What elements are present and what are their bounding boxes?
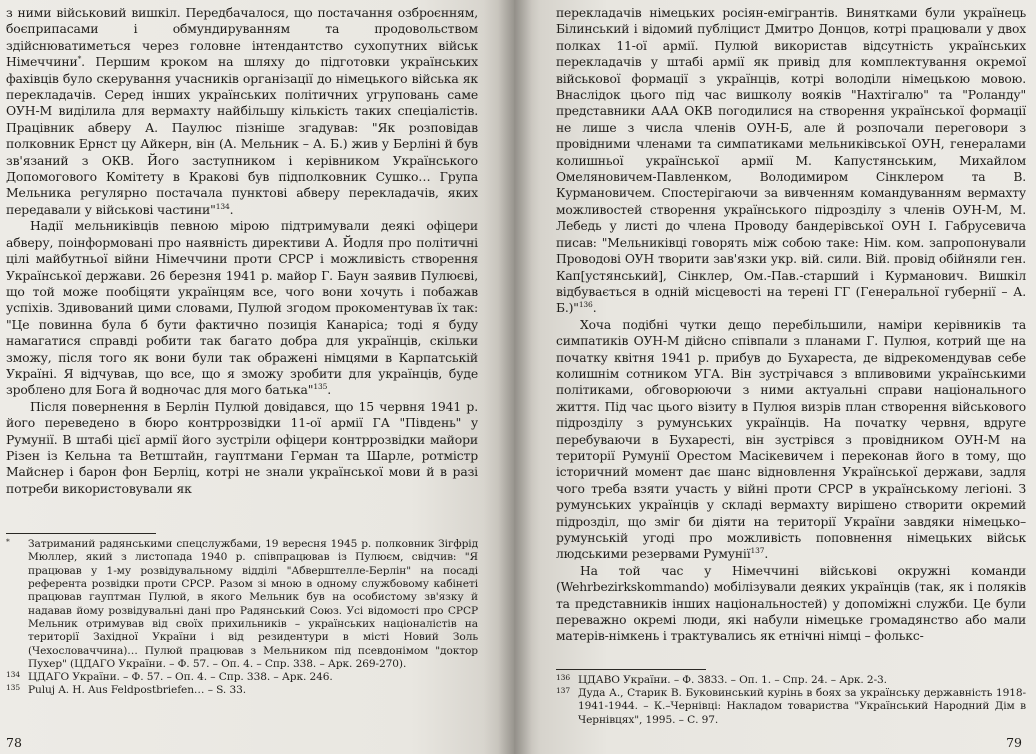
right-page — [514, 0, 1036, 754]
footnote: 135 Puluj A. H. Aus Feldpostbriefen… – S. 33. — [6, 683, 247, 697]
footnote: 137 Дуда А., Старик В. Буковинський курінь в боях за українську державність 1918-1941-1944. – К.–Чернівці: Накладом товариства "Український Народний Дім в Чернівцях", 1995. – С. 97. — [556, 686, 1026, 726]
right-footnotes — [556, 674, 1026, 727]
right-page-body — [556, 5, 1026, 645]
footnote: * Затриманий радянськими спецслужбами, 19 вересня 1945 р. полковник Зігфрід Мюллер, який з листопада 1940 р. співпрацював із Пулюєм, свідчив: "Я працював у 1-му розвідувальному відділі "Абверштелле-Берлін" на посаді референта розвідки проти СРСР. Разом зі мною в одному службовому кабінеті працював гауптман Пулюй, в якого Мельник був на особистому зв'язку й надавав йому розвідувальні дані про Радянський Союз. Усі відомості про СРСР Мельник отримував від своїх прихильників – українських націоналістів на території Західної України і від резидентури в місті Новий Золь (Чехословаччина)… Пулюй працював з Мельником під псевдонімом "доктор Пухер" (ЦДАГО України. – Ф. 57. – Оп. 4. – Спр. 338. – Арк. 269-270). — [6, 537, 478, 670]
left-footnotes — [6, 538, 478, 698]
footnote-ref: 135 — [313, 382, 328, 392]
footnote: 136 ЦДАВО України. – Ф. 3833. – Оп. 1. – Спр. 24. – Арк. 2-3. — [556, 672, 887, 686]
paragraph: з ними військовий вишкіл. Передбачалося, що постачання озброєнням, боєприпасами і обмундируванням та продовольством здійснюватиметься через головне інтендантство сухопутних військ Німеччини*. Першим кроком на шляху до підготовки українських фахівців було скерування учасників організації до німецького війська як перекладачів. Серед інших українських політичних угруповань саме ОУН-М виділила для вермахту найбільшу кількість таких спеціалістів. Працівник абверу А. Паулюс пізніше згадував: "Як розповідав полковник Ернст цу Айкерн, він (А. Мельник – А. Б.) жив у Берліні й був зв'язаний з ОКВ. Його заступником і керівником Українського Допомогового Комітету в Кракові був підполковник Сушко… Група Мельника регулярно постачала пунктові абверу перекладачів, яких передавали у військові частини"$^{134}$. — [6, 5, 478, 217]
paragraph: Хоча подібні чутки дещо перебільшили, наміри керівників та симпатиків ОУН-М дійсно співпали з планами Г. Пулюя, котрий ще на початку квітня 1941 р. прибув до Бухареста, де відрекомендував себе колишнім сотником УГА. Він зустрічався з впливовими українськими політиками, обговорюючи з ними актуальні справи національного життя. Під час цього візиту в Пулюя визрів план створення військового підрозділу з румунських українців. На початку червня, вдруге перебуваючи в Бухаресті, він зустрівся з провідником ОУН-М на території Румунії Орестом Масікевичем і переконав його в тому, що історичний момент дає шанс відновлення Української держави, задля чого треба взяти участь у війні проти СРСР в українському легіоні. З румунських українців у складі вермахту вирішено створити окремий підрозділ, що зміг би діяти на території України завдяки німецько–румунській угоді про можливість поповнення німецьких військ людськими резервами Румунії$^{137}$. — [556, 317, 1026, 562]
paragraph: Надії мельниківців певною мірою підтримували деякі офіцери абверу, поінформовані про наявність директиви А. Йодля про політичні цілі майбутньої війни Німеччини проти СРСР і можливість створення Української держави. 26 березня 1941 р. майор Г. Баун заявив Пулюєві, що той може пообіцяти українцям все, чого вони хочуть і побажав успіхів. Здивований цими словами, Пулюй згодом прокоментував їх так: "Це повинна була б бути фактично позиція Канаріса; тоді я буду намагатися справді робити так багато добра для українців, скільки зможу, після того як вони були так ображені німцями в Карпатській Україні. Я відчував, що все, що я зможу зробити для українців, буде зроблено для Бога й водночас для мого батька"$^{135}$. — [6, 218, 478, 398]
left-page-body — [6, 5, 478, 497]
footnote-rule — [6, 533, 156, 534]
footnote-ref: 136 — [578, 300, 593, 310]
footnote-ref: 134 — [215, 201, 230, 211]
page-number: 79 — [1006, 735, 1022, 750]
paragraph: На той час у Німеччині військові окружні команди (Wehrbezirkskommando) мобілізували деяких українців (так, як і поляків та представників інших національностей) у допоміжні служби. Це були переважно окремі люди, які набули німецьке громадянство або мали матерів-німкень і трактувались як етнічні німці – фолькс- — [556, 563, 1026, 644]
footnote-ref: * — [77, 54, 82, 64]
paragraph: перекладачів німецьких росіян-емігрантів. Винятками були українець Білинський і відомий публіцист Дмитро Донцов, котрі працювали у двох полках 11-ої армії. Пулюй використав відсутність українських перекладачів у штабі армії як привід для комплектування окремої військової формації з українців, котрі володіли німецькою мовою. Внаслідок цього під час вишколу вояків "Нахтігалю" та "Роланду" представники ААА ОКВ погодилися на створення української формації не лише з числа членів ОУН-Б, але й розпочали переговори з провідними членами та симпатиками мельниківської ОУН, генералами колишньої української армії М. Капустянським, Михайлом Омеляновичем-Павленком, Володимиром Сінклером та В. Курмановичем. Спостерігаючи за вивченням командуванням вермахту можливостей створення українського підрозділу з членів ОУН-М, М. Лебедь у листі до члена Проводу бандерівської ОУН І. Габрусевича писав: "Мельниківці говорять між собою таке: Нім. ком. запропонували Проводові ОУН творити зав'язки укр. вій. сили. Вій. провід обійняли ген. Кап[устянський], Сінклер, Ом.-Пав.-старший і Курманович. Вишкіл відбувається в одній місцевості на терені ГГ (Генеральної губернії – А. Б.)"$^{136}$. — [556, 6, 1026, 316]
left-page — [0, 0, 514, 754]
footnote-ref: 137 — [750, 546, 765, 556]
paragraph: Після повернення в Берлін Пулюй довідався, що 15 червня 1941 р. його переведено в бюро контррозвідки 11-ої армії ГА "Південь" у Румунії. В штабі цієї армії його зустріли офіцери контррозвідки майори Різен із Кельна та Ветштайн, гауптмани Герман та Шарле, ротмістр Майснер і барон фон Берліц, котрі не знали української мови й в разі потреби використовували як — [6, 398, 478, 496]
footnote: 134 ЦДАГО України. – Ф. 57. – Оп. 4. – Спр. 338. – Арк. 246. — [6, 670, 333, 684]
footnote-rule — [556, 669, 706, 670]
page-number: 78 — [6, 735, 22, 750]
